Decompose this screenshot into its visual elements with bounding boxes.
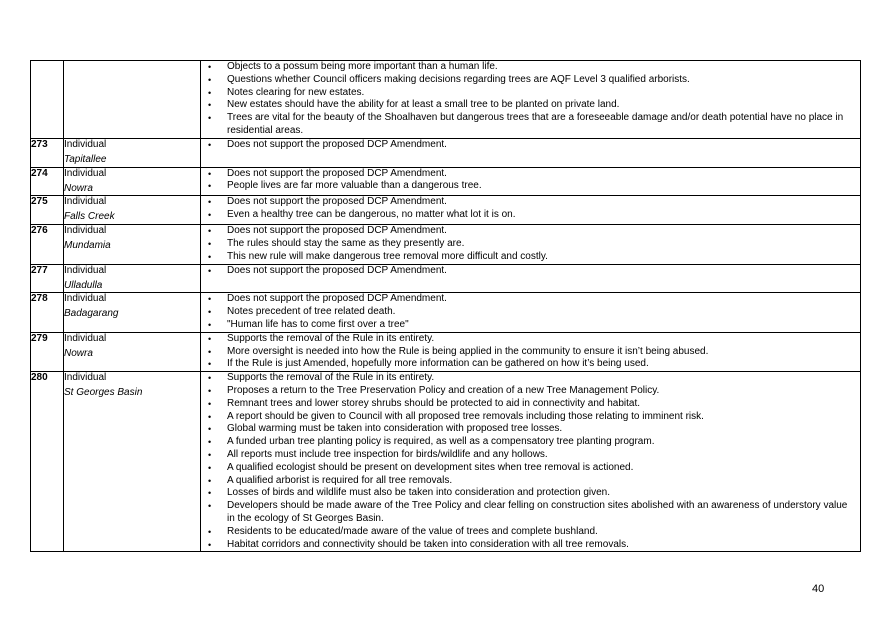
table-row (31, 138, 861, 167)
submitter-type: Individual (64, 225, 107, 237)
submitter-cell (64, 293, 201, 332)
comment-item: • Does not support the proposed DCP Amendment. (201, 168, 856, 181)
submitter-location: St Georges Basin (64, 387, 143, 399)
comment-item: • A qualified ecologist should be present on development sites when tree removal is actioned. (201, 462, 856, 475)
submitter-cell (64, 332, 201, 371)
comment-item: • More oversight is needed into how the Rule is being applied in the community to ensure it isn’t being abused. (201, 346, 856, 359)
comment-item: • A report should be given to Council with all proposed tree removals including those relating to imminent risk. (201, 411, 856, 424)
comment-item: • Supports the removal of the Rule in its entirety. (201, 372, 856, 385)
submitter-location: Nowra (64, 182, 93, 194)
submitter-cell (64, 167, 201, 196)
comment-item: • The rules should stay the same as they presently are. (201, 238, 856, 251)
comment-item: • Remnant trees and lower storey shrubs should be protected to aid in connectivity and habitat. (201, 398, 856, 411)
submitter-type: Individual (64, 332, 107, 344)
submitter-cell (64, 196, 201, 225)
submission-number: 275 (31, 196, 64, 225)
submitter-type: Individual (64, 196, 107, 208)
submitter-type (64, 61, 200, 76)
comment-item: • People lives are far more valuable than a dangerous tree. (201, 180, 856, 193)
submitter-location: Tapitallee (64, 153, 107, 165)
comment-list (201, 61, 860, 138)
submitter-location: Mundamia (64, 240, 111, 252)
submitter-type: Individual (64, 138, 107, 150)
comment-list (201, 168, 860, 194)
comment-item: • Even a healthy tree can be dangerous, no matter what lot it is on. (201, 209, 856, 222)
submitter-type: Individual (64, 264, 107, 276)
table-row (31, 332, 861, 371)
comment-item: • Residents to be educated/made aware of the value of trees and complete bushland. (201, 526, 856, 539)
submitter-type: Individual (64, 372, 107, 384)
table-row (31, 167, 861, 196)
comment-item: • Habitat corridors and connectivity should be taken into consideration with all tree removals. (201, 539, 856, 552)
submitter-type: Individual (64, 293, 107, 305)
submission-number: 276 (31, 225, 64, 264)
submitter-cell (64, 264, 201, 293)
comment-item: • Notes clearing for new estates. (201, 87, 856, 100)
comment-item: • All reports must include tree inspection for birds/wildlife and any hollows. (201, 449, 856, 462)
submitter-cell (64, 61, 201, 139)
comment-item: • Global warming must be taken into consideration with proposed tree losses. (201, 423, 856, 436)
comment-item: • "Human life has to come first over a tree" (201, 319, 856, 332)
submitter-location: Badagarang (64, 308, 119, 320)
submitter-location: Ulladulla (64, 279, 103, 291)
submissions-table (30, 60, 861, 552)
submission-number: 280 (31, 372, 64, 552)
table-row (31, 293, 861, 332)
submitter-cell (64, 372, 201, 552)
comment-list (201, 139, 860, 152)
comment-list (201, 333, 860, 371)
comments-cell (201, 138, 861, 167)
comments-cell (201, 167, 861, 196)
comment-list (201, 293, 860, 331)
comments-cell (201, 332, 861, 371)
comment-item: • This new rule will make dangerous tree removal more difficult and costly. (201, 251, 856, 264)
comment-item: • Does not support the proposed DCP Amendment. (201, 196, 856, 209)
comment-list (201, 196, 860, 222)
comments-cell (201, 293, 861, 332)
comment-item: • Notes precedent of tree related death. (201, 306, 856, 319)
comment-list (201, 265, 860, 278)
submission-number: 279 (31, 332, 64, 371)
comment-item: • New estates should have the ability for at least a small tree to be planted on private land. (201, 99, 856, 112)
submitter-cell (64, 138, 201, 167)
table-row (31, 372, 861, 552)
comment-item: • Does not support the proposed DCP Amendment. (201, 225, 856, 238)
table-row (31, 196, 861, 225)
submission-number: 278 (31, 293, 64, 332)
table-row (31, 225, 861, 264)
comment-item: • If the Rule is just Amended, hopefully more information can be gathered on how it’s being used. (201, 358, 856, 371)
comment-item: • Does not support the proposed DCP Amendment. (201, 265, 856, 278)
comment-item: • Trees are vital for the beauty of the Shoalhaven but dangerous trees that are a foreseeable damage and/or death potential have no place in residential areas. (201, 112, 856, 138)
comment-list (201, 372, 860, 551)
comment-item: • Losses of birds and wildlife must also be taken into consideration and protection given. (201, 487, 856, 500)
submission-number: 274 (31, 167, 64, 196)
submitter-location: Nowra (64, 347, 93, 359)
table-row (31, 264, 861, 293)
comment-item: • Does not support the proposed DCP Amendment. (201, 139, 856, 152)
comments-cell (201, 61, 861, 139)
submitter-type: Individual (64, 167, 107, 179)
submission-number: 273 (31, 138, 64, 167)
comment-item: • Does not support the proposed DCP Amendment. (201, 293, 856, 306)
comments-cell (201, 196, 861, 225)
comments-cell (201, 264, 861, 293)
comment-item: • Supports the removal of the Rule in its entirety. (201, 333, 856, 346)
submission-number (31, 61, 64, 139)
table-row (31, 61, 861, 139)
page-number: 40 (812, 583, 825, 595)
comments-cell (201, 225, 861, 264)
submitter-location: Falls Creek (64, 211, 115, 223)
submitter-cell (64, 225, 201, 264)
comment-item: • A funded urban tree planting policy is required, as well as a compensatory tree planting program. (201, 436, 856, 449)
comment-item: • Objects to a possum being more important than a human life. (201, 61, 856, 74)
comment-item: • A qualified arborist is required for all tree removals. (201, 475, 856, 488)
submissions-table-body (31, 61, 861, 552)
comment-item: • Questions whether Council officers making decisions regarding trees are AQF Level 3 qualified arborists. (201, 74, 856, 87)
comment-list (201, 225, 860, 263)
submission-number: 277 (31, 264, 64, 293)
comment-item: • Proposes a return to the Tree Preservation Policy and creation of a new Tree Management Policy. (201, 385, 856, 398)
comment-item: • Developers should be made aware of the Tree Policy and clear felling on construction sites abolished with an awareness of understory value in the ecology of St Georges Basin. (201, 500, 856, 526)
comments-cell (201, 372, 861, 552)
